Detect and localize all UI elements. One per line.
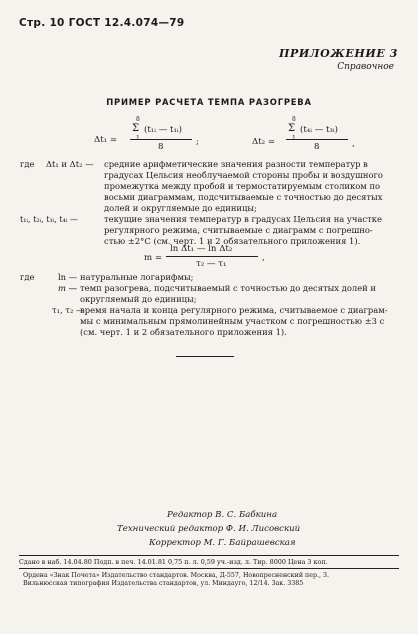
definition-m-line: округляемый до единицы;: [80, 294, 197, 304]
formula-2-sum-top: 8: [292, 116, 296, 123]
definition-dt: [104, 159, 398, 214]
definition-tau-line: время начала и конца регулярного режима, считываемое с диаграм-: [80, 305, 388, 315]
where-label-2: где: [20, 272, 35, 282]
definition-symbol-m: m —: [58, 283, 77, 293]
definition-m: [80, 283, 398, 305]
definition-tau-line: (см. черт. 1 и 2 обязательного приложения 1).: [80, 327, 287, 337]
definition-dt-line: промежутка между пробой и термостатируемым столиком по: [104, 181, 381, 191]
definition-t-line: регулярного режима, считываемые с диаграмм с погрешно-: [104, 225, 373, 235]
formula-1-denominator: 8: [158, 142, 164, 152]
definition-ln: [80, 272, 398, 283]
definition-symbol-ln: ln —: [58, 272, 78, 282]
formula-2-trail: ,: [352, 139, 355, 149]
definition-symbol-tau: τ₁, τ₂ —: [52, 305, 85, 315]
formula-2-denominator: 8: [314, 142, 320, 152]
definition-dt-line: восьми диаграммам, подсчитываемые с точностью до десятых: [104, 192, 383, 202]
credit-editor: Редактор В. С. Бабкина: [167, 510, 278, 520]
formula-3-lhs: m =: [144, 253, 163, 263]
formula-3-fraction-bar: [166, 256, 258, 257]
footer-print-info: Сдано в наб. 14.04.80 Подп. в печ. 14.01.81 0,75 п. л. 0,59 уч.-изд. л. Тир. 8000 Цена 3 коп.: [19, 558, 328, 566]
formula-1-lhs: Δt₁ =: [94, 135, 118, 145]
where-label-1: где: [20, 159, 35, 169]
formula-1-sum-bottom: 1: [136, 135, 140, 142]
formula-2-sum-symbol: Σ: [288, 123, 296, 134]
formula-3-numerator: ln Δt₁ — ln Δt₂: [170, 244, 233, 254]
section-divider: [176, 356, 234, 357]
footer-publisher: Ордена «Знак Почета» Издательство стандартов. Москва, Д-557, Новопресненский пер., 3.: [23, 572, 329, 579]
formula-1-fraction-bar: [130, 139, 192, 140]
appendix-subtitle: Справочное: [337, 62, 394, 72]
page-header: Стр. 10 ГОСТ 12.4.074—79: [19, 17, 185, 29]
definition-symbol-t: t₁ᵢ, t₂ᵢ, t₃ᵢ, t₄ᵢ —: [20, 215, 78, 224]
formula-1-sum-symbol: Σ: [132, 123, 140, 134]
definition-tau-line: мы с минимальным прямолинейным участком с погрешностью ±3 с: [80, 316, 385, 326]
definition-dt-line: средние арифметические значения разности температур в: [104, 159, 368, 169]
definition-t-line: стью ±2°С (см. черт. 1 и 2 обязательного приложения 1).: [104, 236, 361, 246]
definition-t-line: текущие значения температур в градусах Цельсия на участке: [104, 214, 382, 224]
definition-ln-line: натуральные логарифмы;: [80, 272, 194, 282]
definition-m-line: темп разогрева, подсчитываемый с точностью до десятых долей и: [80, 283, 376, 293]
definition-symbol-dt: Δt₁ и Δt₂ —: [46, 159, 94, 169]
credit-corrector: Корректор М. Г. Байрашевская: [149, 538, 296, 548]
footer-printer: Вильнюсская типография Издательства стандартов, ул. Миндауго, 12/14. Зак. 3385: [23, 580, 304, 587]
definition-dt-line: градусах Цельсия необлучаемой стороны пробы и воздушного: [104, 170, 383, 180]
formula-3-trail: ,: [262, 253, 265, 263]
formula-2-numerator: (t₄ᵢ — t₃ᵢ): [300, 125, 339, 135]
formula-2-sum-bottom: 1: [292, 135, 296, 142]
formula-2-fraction-bar: [286, 139, 348, 140]
formula-2-lhs: Δt₂ =: [252, 137, 276, 147]
credit-tech-editor: Технический редактор Ф. И. Лисовский: [117, 524, 301, 534]
definition-t: [104, 214, 398, 247]
footer-top-rule: [19, 555, 399, 556]
formula-1-trail: ;: [196, 137, 199, 147]
section-title: ПРИМЕР РАСЧЕТА ТЕМПА РАЗОГРЕВА: [106, 97, 312, 107]
definition-dt-line: долей и округляемые до единицы;: [104, 203, 257, 213]
formula-3-denominator: τ₂ — τ₁: [196, 259, 227, 269]
appendix-title: ПРИЛОЖЕНИЕ 3: [278, 47, 398, 60]
formula-1-numerator: (t₁ᵢ — t₁ᵢ): [144, 125, 183, 135]
definition-tau: [80, 305, 398, 338]
footer-mid-rule: [19, 568, 399, 569]
formula-1-sum-top: 8: [136, 116, 140, 123]
